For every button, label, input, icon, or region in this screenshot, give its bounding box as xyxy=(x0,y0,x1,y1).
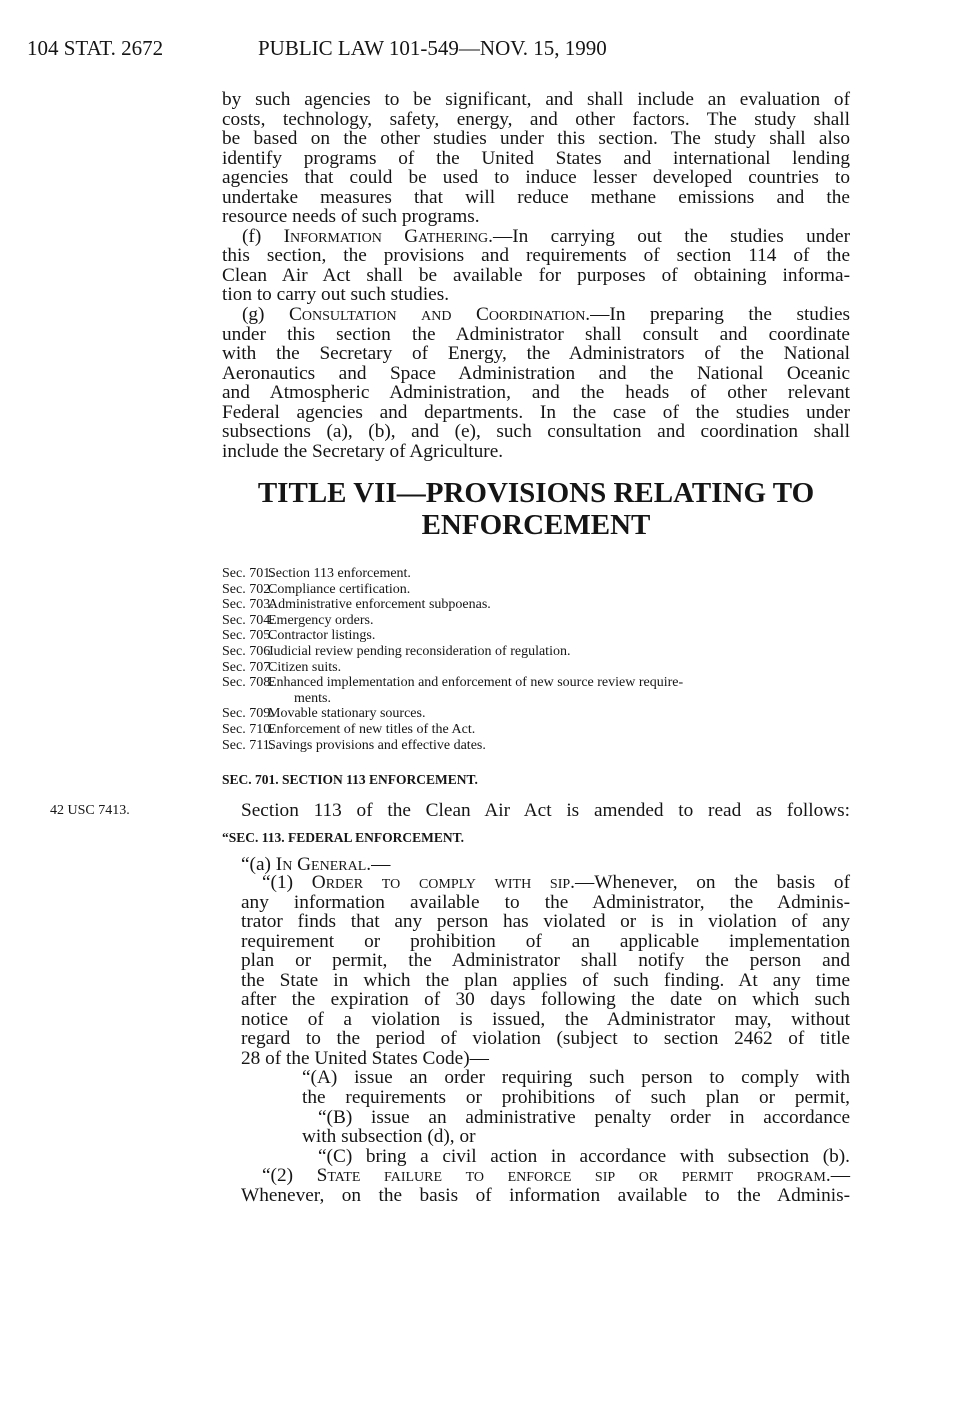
line-text: Whenever, on the basis of information available to the Adminis- xyxy=(241,1184,850,1206)
toc-section-number: Sec. 708. xyxy=(222,675,274,691)
title-line-2: ENFORCEMENT xyxy=(421,509,651,541)
line-text: trator finds that any person has violated or is in violation of any xyxy=(241,911,850,933)
toc-section-number: Sec. 704. xyxy=(222,612,274,628)
margin-note: 42 USC 7413. xyxy=(50,803,130,818)
table-of-contents xyxy=(222,566,683,753)
line-text: —In carrying out the studies under xyxy=(492,225,851,247)
text-line xyxy=(222,383,850,403)
text-line xyxy=(222,325,850,345)
toc-section-number: Sec. 709. xyxy=(222,706,274,722)
intro-text: Section 113 of the Clean Air Act is amended to read as follows: xyxy=(241,800,850,821)
toc-section-number: Sec. 706. xyxy=(222,643,274,659)
toc-entry xyxy=(222,738,683,754)
line-text: by such agencies to be significant, and shall include an evaluation of xyxy=(222,89,850,110)
paragraph-heading: Consultation and Coordination. xyxy=(289,304,591,326)
toc-section-number: Sec. 703. xyxy=(222,597,274,613)
text-line xyxy=(318,1147,850,1167)
text-line xyxy=(222,344,850,364)
toc-section-number: Sec. 711. xyxy=(222,737,274,753)
toc-section-title: Contractor listings. xyxy=(268,628,376,644)
text-line xyxy=(241,990,850,1010)
line-text: regard to the period of violation (subject to section 2462 of title xyxy=(241,1028,850,1050)
toc-section-title: Movable stationary sources. xyxy=(268,706,426,722)
text-line xyxy=(302,1088,850,1108)
text-line xyxy=(241,1029,850,1049)
paragraph-heading: State failure to enforce sip or permit program. xyxy=(316,1165,831,1187)
toc-section-title: Emergency orders. xyxy=(268,612,374,628)
text-line xyxy=(318,1108,850,1128)
toc-continuation: ments. xyxy=(294,690,331,706)
toc-section-number: Sec. 707. xyxy=(222,659,274,675)
paragraph-heading: Information Gathering. xyxy=(283,225,493,247)
line-text: include the Secretary of Agriculture. xyxy=(222,440,504,462)
subsection-a-label: “(a) xyxy=(241,854,276,875)
text-line xyxy=(222,188,850,208)
line-text: and Atmospheric Administration, and the heads of other relevant xyxy=(222,382,850,404)
text-line xyxy=(262,873,850,893)
line-text: any information available to the Administrator, the Adminis- xyxy=(241,891,850,913)
text-line xyxy=(241,1010,850,1030)
line-text: tion to carry out such studies. xyxy=(222,284,450,306)
line-text: plan or permit, the Administrator shall notify the person and xyxy=(241,950,850,972)
toc-entry xyxy=(222,675,683,691)
toc-entry xyxy=(222,722,683,738)
page-number: 104 STAT. 2672 xyxy=(27,36,164,60)
line-text: “(B) issue an administrative penalty order in accordance xyxy=(318,1106,850,1128)
line-text: notice of a violation is issued, the Administrator may, without xyxy=(241,1008,850,1030)
line-text: Aeronautics and Space Administration and the National Oceanic xyxy=(222,362,850,384)
title-line-1: TITLE VII—PROVISIONS RELATING TO xyxy=(257,477,815,509)
text-line xyxy=(222,266,850,286)
body-text-top xyxy=(222,90,850,461)
sec113-heading: “SEC. 113. FEDERAL ENFORCEMENT. xyxy=(222,830,465,845)
toc-entry xyxy=(222,566,683,582)
toc-entry xyxy=(222,628,683,644)
toc-entry xyxy=(222,644,683,660)
text-line xyxy=(241,951,850,971)
text-line xyxy=(222,129,850,149)
text-line xyxy=(241,912,850,932)
line-text: with subsection (d), or xyxy=(302,1126,476,1148)
text-line xyxy=(302,1068,850,1088)
line-text: the requirements or prohibitions of such plan or permit, xyxy=(302,1087,850,1109)
line-text: be based on the other studies under this section. The study shall also xyxy=(222,128,850,150)
line-text: subsections (a), (b), and (e), such consultation and coordination shall xyxy=(222,421,850,443)
line-label: “(1) xyxy=(262,872,312,893)
line-text: 28 of the United States Code)— xyxy=(241,1047,489,1069)
text-line xyxy=(222,168,850,188)
line-text: undertake measures that will reduce methane emissions and the xyxy=(222,186,850,208)
text-line xyxy=(241,971,850,991)
text-line xyxy=(222,403,850,423)
line-text: Federal agencies and departments. In the case of the studies under xyxy=(222,401,850,423)
toc-entry xyxy=(222,597,683,613)
line-label: “(2) xyxy=(262,1165,317,1187)
toc-entry xyxy=(222,706,683,722)
text-line xyxy=(222,90,850,110)
toc-entry xyxy=(222,613,683,629)
text-line xyxy=(222,442,850,462)
line-label: (g) xyxy=(242,304,289,326)
text-line xyxy=(222,227,850,247)
title-heading xyxy=(222,477,850,541)
line-text: costs, technology, safety, energy, and other factors. The study shall xyxy=(222,108,850,130)
toc-section-number: Sec. 701. xyxy=(222,566,274,581)
subsection-a-dash: — xyxy=(371,854,391,875)
line-text: “(C) bring a civil action in accordance with subsection (b). xyxy=(318,1145,850,1167)
toc-section-title: Compliance certification. xyxy=(268,581,411,597)
toc-section-title: Administrative enforcement subpoenas. xyxy=(268,597,491,613)
text-line xyxy=(241,932,850,952)
line-text: —Whenever, on the basis of xyxy=(575,872,850,893)
line-text: with the Secretary of Energy, the Administrators of the National xyxy=(222,343,850,365)
line-text: Clean Air Act shall be available for purposes of obtaining informa- xyxy=(222,264,850,286)
toc-section-title: Enhanced implementation and enforcement of new source review require- xyxy=(268,675,684,691)
text-line xyxy=(222,305,850,325)
toc-section-title: Savings provisions and effective dates. xyxy=(268,737,486,753)
line-text: the State in which the plan applies of such finding. At any time xyxy=(241,969,850,991)
line-text: under this section the Administrator shall consult and coordinate xyxy=(222,323,850,345)
toc-section-number: Sec. 702. xyxy=(222,581,274,597)
body-text-lower xyxy=(0,873,850,1205)
line-label: (f) xyxy=(242,225,284,247)
section-heading: SEC. 701. SECTION 113 ENFORCEMENT. xyxy=(222,772,478,787)
line-text: “(A) issue an order requiring such person to comply with xyxy=(302,1067,850,1089)
line-text: this section, the provisions and requirements of section 114 of the xyxy=(222,245,850,267)
intro-line xyxy=(241,801,850,821)
text-line xyxy=(302,1127,850,1147)
line-text: agencies that could be used to induce lesser developed countries to xyxy=(222,167,850,189)
text-line xyxy=(222,422,850,442)
line-text: —In preparing the studies xyxy=(590,304,850,326)
text-line xyxy=(222,246,850,266)
toc-section-title: Section 113 enforcement. xyxy=(268,566,411,581)
toc-entry xyxy=(222,582,683,598)
line-text: resource needs of such programs. xyxy=(222,206,480,228)
toc-section-title: Judicial review pending reconsideration of regulation. xyxy=(268,643,571,659)
text-line xyxy=(222,364,850,384)
text-line xyxy=(222,285,850,305)
text-line xyxy=(241,893,850,913)
toc-section-title: Enforcement of new titles of the Act. xyxy=(268,721,476,737)
paragraph-heading: Order to comply with sip. xyxy=(311,872,575,893)
line-text: requirement or prohibition of an applicable implementation xyxy=(241,930,850,952)
toc-section-title: Citizen suits. xyxy=(268,659,342,675)
text-line xyxy=(222,207,850,227)
text-line xyxy=(262,1166,850,1186)
running-head: PUBLIC LAW 101-549—NOV. 15, 1990 xyxy=(258,36,607,60)
toc-section-number: Sec. 710. xyxy=(222,721,274,737)
text-line xyxy=(222,110,850,130)
line-text: identify programs of the United States and international lending xyxy=(222,147,850,169)
text-line xyxy=(241,1049,850,1069)
line-text: — xyxy=(830,1165,850,1187)
text-line xyxy=(222,149,850,169)
text-line xyxy=(241,1186,850,1206)
toc-entry xyxy=(222,660,683,676)
subsection-a-title: In General. xyxy=(275,854,372,875)
line-text: after the expiration of 30 days following the date on which such xyxy=(241,989,850,1011)
toc-section-number: Sec. 705. xyxy=(222,628,274,644)
